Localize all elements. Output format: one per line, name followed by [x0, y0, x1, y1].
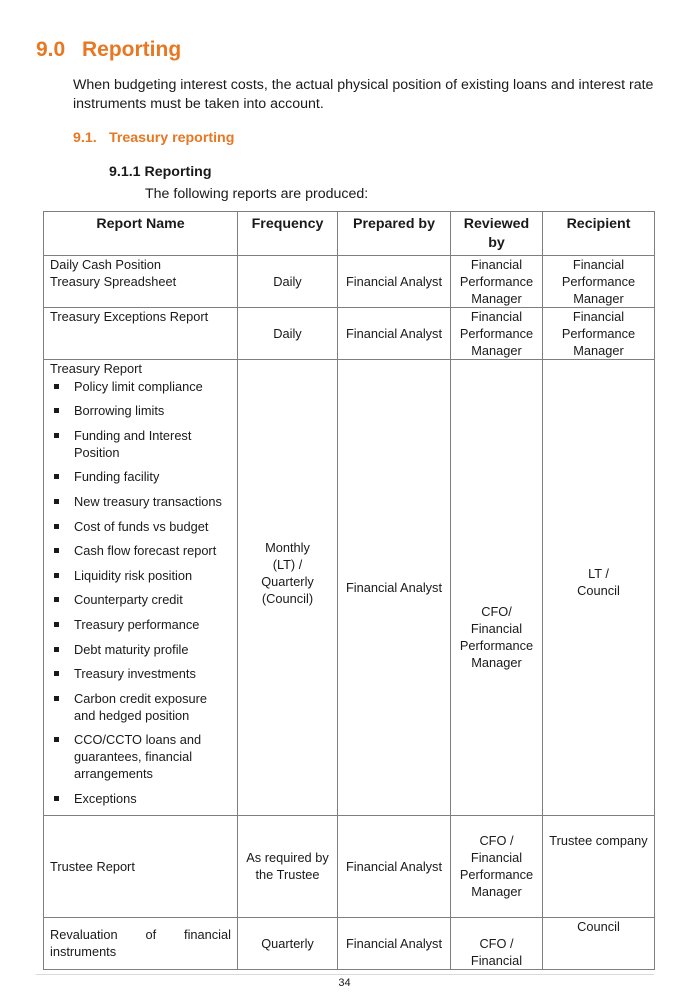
- report-name-cell: [44, 815, 238, 917]
- lead-paragraph: The following reports are produced:: [145, 186, 369, 202]
- frequency-cell: Quarterly: [238, 917, 338, 969]
- header-frequency: Frequency: [238, 212, 338, 256]
- list-item: Debt maturity profile: [50, 641, 231, 658]
- table-row: [44, 360, 655, 816]
- list-item: Borrowing limits: [50, 402, 231, 419]
- treasury-report-contents: [50, 378, 231, 807]
- reviewed-by-cell: [451, 360, 543, 816]
- report-name-line: Daily Cash Position: [50, 257, 161, 272]
- page-number: 34: [338, 977, 351, 989]
- list-item: Policy limit compliance: [50, 378, 231, 395]
- frequency-cell: As required by the Trustee: [238, 815, 338, 917]
- report-name-line: Treasury Exceptions Report: [50, 309, 209, 324]
- list-item: Treasury investments: [50, 665, 231, 682]
- report-name-line: Treasury Report: [50, 361, 142, 376]
- list-item: Carbon credit exposure and hedged position: [50, 690, 231, 724]
- frequency-cell: Daily: [238, 308, 338, 360]
- subsection-heading: [73, 130, 234, 146]
- frequency-text: Monthly (LT) / Quarterly (Council): [261, 540, 314, 607]
- section-number: 9.0: [36, 38, 66, 61]
- report-name-cell: [44, 917, 238, 969]
- recipient-cell: Financial Performance Manager: [543, 256, 655, 308]
- footer-divider: [36, 974, 654, 975]
- list-item: Funding facility: [50, 468, 231, 485]
- subsection-number: 9.1.: [73, 130, 97, 146]
- report-name-line: Revaluation of financial instruments: [50, 927, 231, 960]
- section-heading: [36, 38, 181, 62]
- reviewed-by-cell: CFO / Financial: [451, 917, 543, 969]
- reviewed-by-cell: CFO / Financial Performance Manager: [451, 815, 543, 917]
- list-item: Exceptions: [50, 790, 231, 807]
- table-row: [44, 308, 655, 360]
- frequency-cell: [238, 360, 338, 816]
- prepared-by-cell: Financial Analyst: [338, 308, 451, 360]
- recipient-cell: Trustee company: [543, 815, 655, 917]
- reviewed-by-cell: Financial Performance Manager: [451, 256, 543, 308]
- prepared-by-cell: Financial Analyst: [338, 360, 451, 816]
- section-title: Reporting: [82, 38, 182, 61]
- prepared-by-cell: Financial Analyst: [338, 917, 451, 969]
- recipient-cell: Financial Performance Manager: [543, 308, 655, 360]
- reports-table: [43, 211, 655, 970]
- list-item: New treasury transactions: [50, 493, 231, 510]
- prepared-by-cell: Financial Analyst: [338, 256, 451, 308]
- recipient-text: LT / Council: [577, 566, 620, 599]
- report-name-line: Treasury Spreadsheet: [50, 274, 177, 289]
- table-row: [44, 917, 655, 969]
- subsection-title: Treasury reporting: [109, 130, 235, 146]
- recipient-cell: [543, 360, 655, 816]
- intro-paragraph: When budgeting interest costs, the actual physical position of existing loans and interest rate instruments must be taken into account.: [73, 77, 654, 112]
- header-reviewed-by: Reviewed by: [451, 212, 543, 256]
- recipient-cell: Council: [543, 917, 655, 969]
- report-name-line: Trustee Report: [50, 858, 135, 874]
- frequency-cell: Daily: [238, 256, 338, 308]
- list-item: CCO/CCTO loans and guarantees, financial arrangements: [50, 731, 231, 782]
- list-item: Funding and Interest Position: [50, 427, 231, 461]
- prepared-by-cell: Financial Analyst: [338, 815, 451, 917]
- reviewed-by-cell: Financial Performance Manager: [451, 308, 543, 360]
- table-header-row: [44, 212, 655, 256]
- list-item: Treasury performance: [50, 616, 231, 633]
- report-name-cell: [44, 360, 238, 816]
- list-item: Counterparty credit: [50, 591, 231, 608]
- header-report-name: Report Name: [44, 212, 238, 256]
- header-recipient: Recipient: [543, 212, 655, 256]
- report-name-cell: [44, 256, 238, 308]
- subsubsection-heading: 9.1.1 Reporting: [109, 164, 212, 180]
- report-name-cell: [44, 308, 238, 360]
- table-row: [44, 815, 655, 917]
- table-row: [44, 256, 655, 308]
- reviewed-by-text: CFO/ Financial Performance Manager: [459, 604, 534, 671]
- header-prepared-by: Prepared by: [338, 212, 451, 256]
- list-item: Cash flow forecast report: [50, 542, 231, 559]
- list-item: Cost of funds vs budget: [50, 518, 231, 535]
- list-item: Liquidity risk position: [50, 567, 231, 584]
